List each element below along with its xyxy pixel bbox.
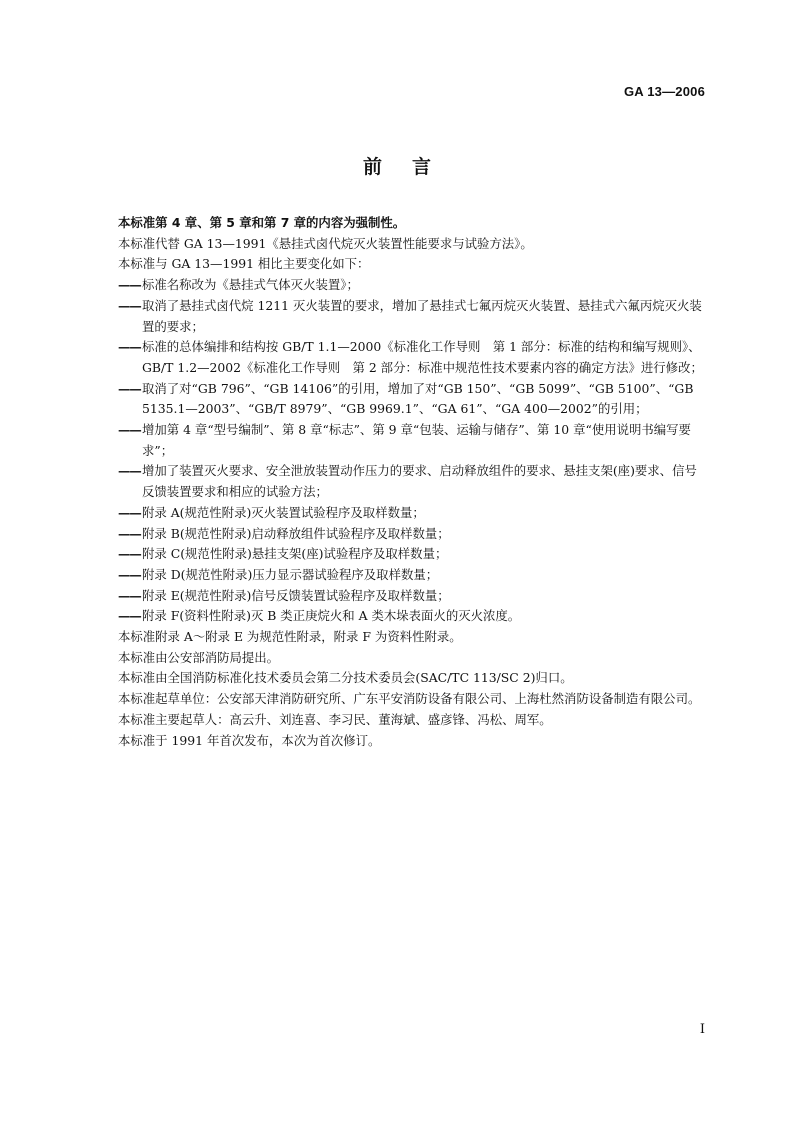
dash-marker: —— xyxy=(118,608,141,624)
list-item-text: 附录 A(规范性附录)灭火装置试验程序及取样数量； xyxy=(142,504,425,520)
list-item-text: 标准的总体编排和结构按 GB/T 1.1—2000《标准化工作导则 第 1 部分：标准的结构和编写规则》、GB/T 1.2—2002《标准化工作导则 第 2 部分：标准中规范性技术要素内容的确定方法》进行修改； xyxy=(142,339,703,375)
list-item xyxy=(118,524,708,545)
list-item xyxy=(118,337,708,378)
dash-marker: —— xyxy=(118,339,141,355)
dash-marker: —— xyxy=(118,546,141,562)
list-item-text: 附录 E(规范性附录)信号反馈装置试验程序及取样数量； xyxy=(142,587,450,603)
paragraph-drafting-units xyxy=(118,689,708,710)
dash-marker: —— xyxy=(118,297,141,313)
foreword-body xyxy=(118,213,708,751)
paragraph-changes-intro: 本标准与 GA 13—1991 相比主要变化如下： xyxy=(118,256,370,272)
list-item-text: 取消了悬挂式卤代烷 1211 灭火装置的要求，增加了悬挂式七氟丙烷灭火装置、悬挂式六氟丙烷灭火装置的要求； xyxy=(142,297,702,334)
list-item-text: 附录 C(规范性附录)悬挂支架(座)试验程序及取样数量； xyxy=(142,546,448,562)
changes-list xyxy=(118,275,708,627)
list-item xyxy=(118,296,708,337)
list-item xyxy=(118,606,708,627)
paragraph-replaces: 本标准代替 GA 13—1991《悬挂式卤代烷灭火装置性能要求与试验方法》。 xyxy=(118,235,533,251)
list-item-text: 标准名称改为《悬挂式气体灭火装置》； xyxy=(142,277,359,293)
paragraph-release-history: 本标准于 1991 年首次发布，本次为首次修订。 xyxy=(118,732,381,748)
standard-number: GA 13—2006 xyxy=(623,84,705,99)
list-item xyxy=(118,379,708,420)
list-item xyxy=(118,503,708,524)
dash-marker: —— xyxy=(118,504,141,520)
list-item xyxy=(118,544,708,565)
paragraph-committee: 本标准由全国消防标准化技术委员会第二分技术委员会(SAC/TC 113/SC 2)归口。 xyxy=(118,670,573,686)
list-item-text: 增加第 4 章“型号编制”、第 8 章“标志”、第 9 章“包装、运输与储存”、第 10 章“使用说明书编写要求”； xyxy=(142,422,691,458)
drafting-units-text: 本标准起草单位：公安部天津消防研究所、广东平安消防设备有限公司、上海杜然消防设备制造有限公司。 xyxy=(118,691,701,707)
dash-marker: —— xyxy=(118,566,141,582)
page-number: I xyxy=(699,1022,705,1037)
list-item-text: 附录 B(规范性附录)启动释放组件试验程序及取样数量； xyxy=(142,525,450,541)
list-item xyxy=(118,461,708,502)
page-title: 前言 xyxy=(362,156,461,178)
dash-marker: —— xyxy=(118,422,141,438)
list-item xyxy=(118,586,708,607)
list-item-text: 附录 F(资料性附录)灭 B 类正庚烷火和 A 类木垛表面火的灭火浓度。 xyxy=(142,608,521,624)
list-item-text: 附录 D(规范性附录)压力显示器试验程序及取样数量； xyxy=(142,566,439,582)
list-item xyxy=(118,275,708,296)
paragraph-proposer: 本标准由公安部消防局提出。 xyxy=(118,649,280,665)
paragraph-mandatory: 本标准第 4 章、第 5 章和第 7 章的内容为强制性。 xyxy=(118,215,406,230)
dash-marker: —— xyxy=(118,525,141,541)
list-item-text: 增加了装置灭火要求、安全泄放装置动作压力的要求、启动释放组件的要求、悬挂支架(座)要求、信号反馈装置要求和相应的试验方法； xyxy=(142,463,697,500)
list-item-text: 取消了对“GB 796”、“GB 14106”的引用，增加了对“GB 150”、“GB 5099”、“GB 5100”、“GB 5135.1—2003”、“GB/T 8979”、“GB 9969.1”、“GA 61”、“GA 400—2002”的引用； xyxy=(142,380,694,417)
dash-marker: —— xyxy=(118,463,141,479)
list-item xyxy=(118,565,708,586)
dash-marker: —— xyxy=(118,380,141,396)
list-item xyxy=(118,420,708,461)
paragraph-annex-types: 本标准附录 A～附录 E 为规范性附录，附录 F 为资料性附录。 xyxy=(118,629,462,645)
dash-marker: —— xyxy=(118,587,141,603)
dash-marker: —— xyxy=(118,277,141,293)
paragraph-drafters: 本标准主要起草人：高云升、刘连喜、李习民、董海斌、盛彦锋、冯松、周军。 xyxy=(118,711,552,727)
